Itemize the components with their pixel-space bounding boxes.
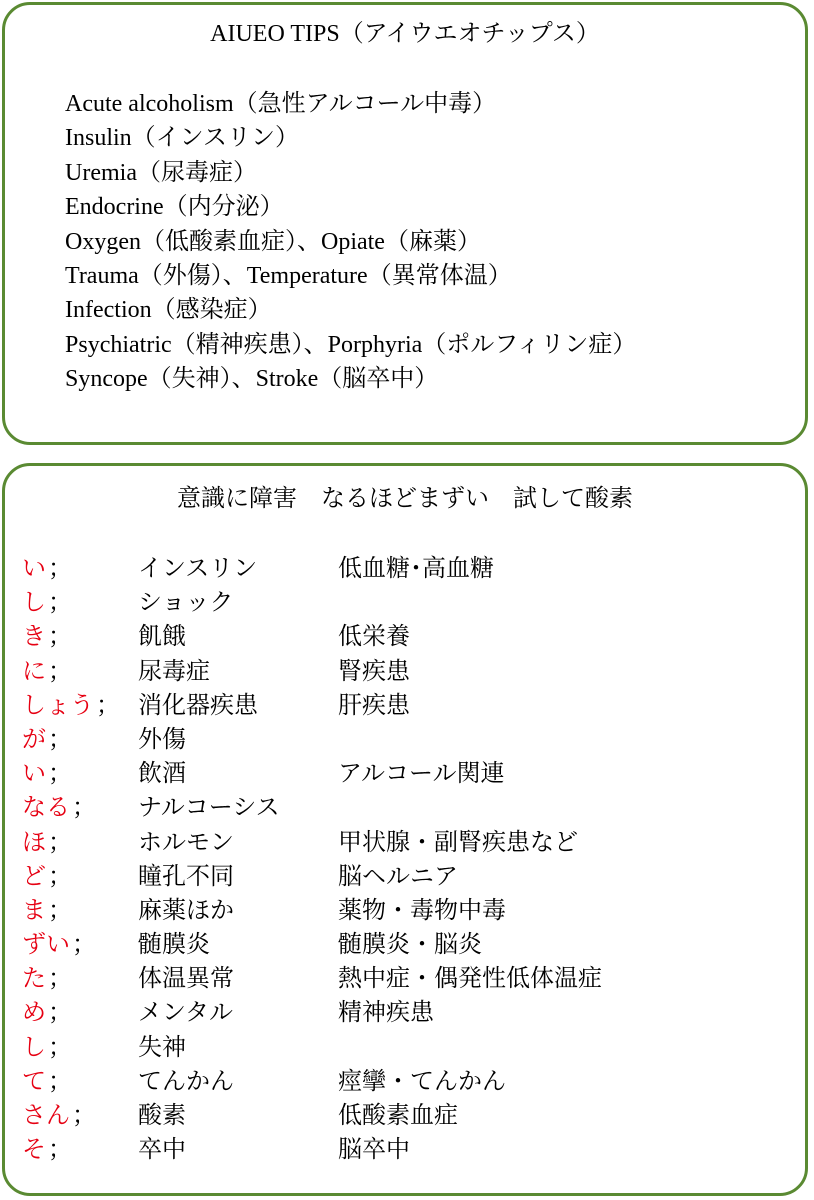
mnemonic-kana [22,1132,72,1166]
mnemonic-term: ナルコーシス [138,793,280,822]
mnemonic-note: 熱中症・偶発性低体温症 [338,964,602,993]
mnemonic-separator: ； [72,793,96,822]
mnemonic-term: 卒中 [138,1135,186,1164]
mnemonic-row [22,825,802,859]
tips-item-uremia: Uremia（尿毒症） [65,159,257,186]
mnemonic-term: ホルモン [138,827,234,856]
mnemonic-term: 飢餓 [138,622,186,651]
mnemonic-kana [22,893,72,927]
mnemonic-kana-text: き [22,622,46,651]
mnemonic-separator: ； [48,724,72,753]
mnemonic-term: 失神 [138,1032,186,1061]
mnemonic-note: 腎疾患 [338,656,410,685]
mnemonic-term: 瞳孔不同 [138,861,234,890]
mnemonic-separator: ； [48,759,72,788]
tips-item-trauma-temperature: Trauma（外傷）、Temperature（異常体温） [65,262,512,289]
mnemonic-row [22,756,802,790]
mnemonic-separator: ； [96,690,120,719]
mnemonic-note: 精神疾患 [338,998,434,1027]
mnemonic-separator: ； [48,588,72,617]
mnemonic-separator: ； [48,827,72,856]
mnemonic-kana-text: し [22,1032,46,1061]
mnemonic-kana-text: ど [22,861,46,890]
mnemonic-row [22,893,802,927]
mnemonic-row [22,551,802,585]
mnemonic-separator: ； [48,622,72,651]
mnemonic-row [22,619,802,653]
mnemonic-kana [22,995,72,1029]
mnemonic-row [22,1064,802,1098]
mnemonic-note: 脳卒中 [338,1135,410,1164]
mnemonic-term: メンタル [138,998,234,1027]
mnemonic-separator: ； [48,656,72,685]
mnemonic-kana [22,551,72,585]
mnemonic-kana [22,790,96,824]
mnemonic-kana [22,1030,72,1064]
mnemonic-kana [22,756,72,790]
mnemonic-kana-text: た [22,964,46,993]
mnemonic-row [22,1098,802,1132]
mnemonic-row [22,927,802,961]
mnemonic-kana-text: て [22,1066,46,1095]
mnemonic-kana [22,927,96,961]
mnemonic-row [22,1132,802,1166]
mnemonic-kana [22,859,72,893]
mnemonic-row [22,585,802,619]
mnemonic-separator: ； [72,930,96,959]
tips-item-psychiatric-porphyria: Psychiatric（精神疾患）、Porphyria（ポルフィリン症） [65,331,637,358]
mnemonic-kana-text: ま [22,895,46,924]
mnemonic-list [22,551,802,1166]
mnemonic-kana-text: し [22,588,46,617]
mnemonic-kana [22,654,72,688]
mnemonic-note: 痙攣・てんかん [338,1066,506,1095]
tips-item-endocrine: Endocrine（内分泌） [65,194,284,221]
mnemonic-row [22,1030,802,1064]
mnemonic-separator: ； [72,1101,96,1129]
mnemonic-term: 消化器疾患 [138,690,258,719]
mnemonic-kana-text: なる [22,793,70,822]
mnemonic-kana [22,585,72,619]
mnemonic-kana-text: い [22,759,46,788]
mnemonic-term: 外傷 [138,724,186,753]
aiueo-tips-list [65,87,636,397]
mnemonic-kana-text: が [22,724,46,753]
mnemonic-term: インスリン [138,554,258,582]
mnemonic-kana-text: しょう [22,690,94,719]
mnemonic-note: 低酸素血症 [338,1101,458,1129]
mnemonic-term: てんかん [138,1066,234,1095]
mnemonic-term: 髄膜炎 [138,930,210,959]
mnemonic-kana [22,619,72,653]
mnemonic-kana-text: め [22,998,46,1027]
mnemonic-kana-text: さん [22,1101,70,1129]
tips-item-insulin: Insulin（インスリン） [65,125,299,152]
mnemonic-kana-text: そ [22,1135,46,1164]
mnemonic-row [22,722,802,756]
mnemonic-separator: ； [48,554,72,582]
mnemonic-kana-text: ほ [22,827,46,856]
mnemonic-row [22,688,802,722]
mnemonic-kana-text: に [22,656,46,685]
aiueo-tips-title: AIUEO TIPS（アイウエオチップス） [210,21,600,47]
mnemonic-note: 髄膜炎・脳炎 [338,930,482,959]
mnemonic-row [22,961,802,995]
mnemonic-term: 体温異常 [138,964,234,993]
mnemonic-separator: ； [48,895,72,924]
mnemonic-note: 低栄養 [338,622,410,651]
mnemonic-term: 酸素 [138,1101,186,1129]
tips-item-oxygen-opiate: Oxygen（低酸素血症）、Opiate（麻薬） [65,228,481,255]
mnemonic-separator: ； [48,861,72,890]
tips-item-infection: Infection（感染症） [65,297,272,324]
mnemonic-note: 薬物・毒物中毒 [338,895,506,924]
aiueo-tips-panel [2,2,808,445]
mnemonic-note: 肝疾患 [338,690,410,719]
mnemonic-note: 低血糖･高血糖 [338,554,494,582]
mnemonic-separator: ； [48,1066,72,1095]
mnemonic-row [22,654,802,688]
mnemonic-kana [22,1064,72,1098]
mnemonic-note: 脳ヘルニア [338,861,458,890]
mnemonic-kana-text: い [22,554,46,582]
mnemonic-row [22,995,802,1029]
mnemonic-separator: ； [48,1135,72,1164]
mnemonic-term: 尿毒症 [138,656,210,685]
tips-item-syncope-stroke: Syncope（失神）、Stroke（脳卒中） [65,366,439,393]
mnemonic-separator: ； [48,998,72,1027]
mnemonic-separator: ； [48,964,72,993]
mnemonic-kana-text: ずい [22,930,70,959]
mnemonic-kana [22,825,72,859]
mnemonic-title: 意識に障害 なるほどまずい 試して酸素 [177,484,633,512]
mnemonic-separator: ； [48,1032,72,1061]
mnemonic-term: 麻薬ほか [138,895,234,924]
mnemonic-row [22,790,802,824]
mnemonic-note: 甲状腺・副腎疾患など [338,827,578,856]
mnemonic-term: 飲酒 [138,759,186,788]
mnemonic-panel [2,463,808,1196]
mnemonic-row [22,859,802,893]
mnemonic-term: ショック [138,588,234,617]
mnemonic-kana [22,722,72,756]
tips-item-acute-alcoholism: Acute alcoholism（急性アルコール中毒） [65,91,497,117]
mnemonic-kana [22,688,120,722]
mnemonic-kana [22,1098,96,1132]
mnemonic-note: アルコール関連 [338,759,505,788]
mnemonic-kana [22,961,72,995]
